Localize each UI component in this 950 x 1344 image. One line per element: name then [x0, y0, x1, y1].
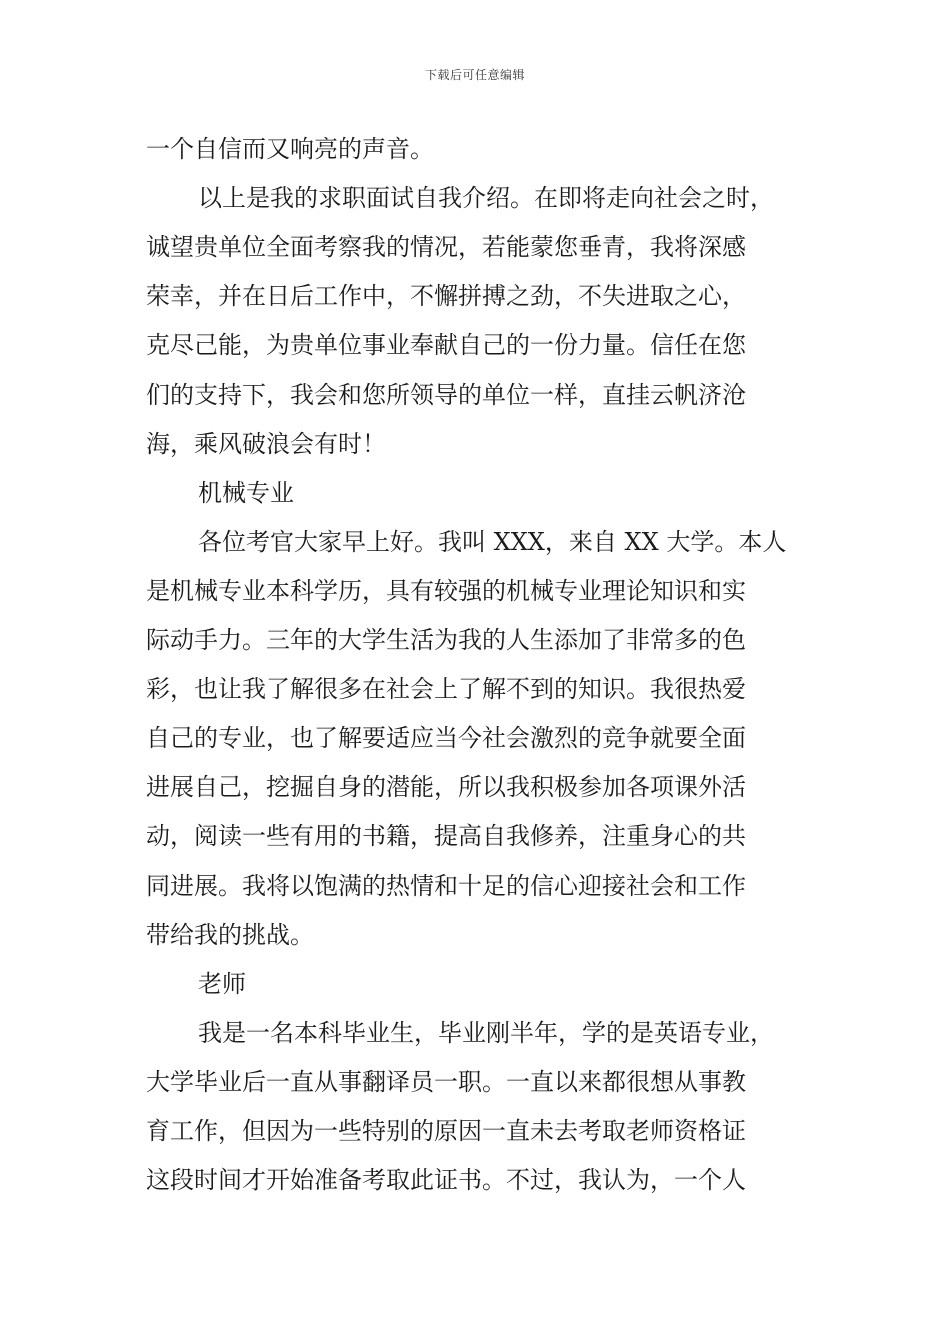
text-line: 诚望贵单位全面考察我的情况，若能蒙您垂青，我将深感 [146, 233, 746, 262]
text-line: 各位考官大家早上好。我叫 XXX，来自 XX 大学。本人 [198, 527, 787, 556]
text-line: 育工作，但因为一些特别的原因一直未去考取老师资格证 [146, 1117, 746, 1145]
text-line: 以上是我的求职面试自我介绍。在即将走向社会之时， [198, 184, 774, 213]
text-line: 这段时间才开始准备考取此证书。不过，我认为，一个人 [146, 1166, 746, 1195]
text-line: 带给我的挑战。 [146, 920, 314, 949]
text-line: 是机械专业本科学历，具有较强的机械专业理论知识和实 [146, 576, 746, 605]
text-line: 自己的专业，也了解要适应当今社会激烈的竞争就要全面 [146, 724, 746, 753]
page-header: 下载后可任意编辑 [424, 68, 525, 82]
text-line: 们的支持下，我会和您所领导的单位一样，直挂云帆济沧 [146, 380, 746, 409]
text-line: 荣幸，并在日后工作中，不懈拼搏之劲，不失进取之心， [146, 282, 746, 311]
text-line: 彩，也让我了解很多在社会上了解不到的知识。我很热爱 [146, 675, 746, 704]
text-line: 一个自信而又响亮的声音。 [146, 135, 434, 163]
text-line: 际动手力。三年的大学生活为我的人生添加了非常多的色 [146, 626, 746, 654]
section-heading: 机械专业 [198, 478, 294, 507]
text-line: 动，阅读一些有用的书籍，提高自我修养，注重身心的共 [146, 822, 746, 851]
section-heading: 老师 [198, 969, 246, 998]
text-line: 进展自己，挖掘自身的潜能，所以我积极参加各项课外活 [146, 773, 746, 802]
text-line: 克尽己能，为贵单位事业奉献自己的一份力量。信任在您 [146, 331, 746, 360]
text-line: 海，乘风破浪会有时！ [146, 429, 386, 458]
text-line: 我是一名本科毕业生，毕业刚半年，学的是英语专业， [198, 1018, 774, 1047]
text-line: 大学毕业后一直从事翻译员一职。一直以来都很想从事教 [146, 1067, 746, 1096]
text-line: 同进展。我将以饱满的热情和十足的信心迎接社会和工作 [146, 871, 746, 900]
